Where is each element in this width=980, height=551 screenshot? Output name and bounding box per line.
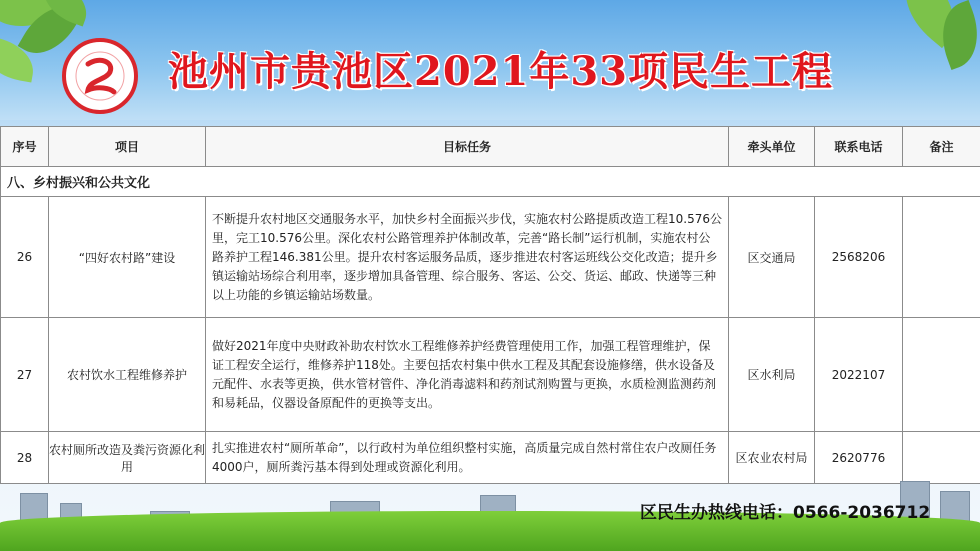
row-project: 农村饮水工程维修养护 — [49, 318, 206, 432]
row-note — [903, 432, 980, 484]
row-phone: 2022107 — [815, 318, 903, 432]
column-header-note: 备注 — [903, 127, 980, 167]
projects-table-wrapper — [0, 126, 980, 484]
section-label: 八、乡村振兴和公共文化 — [1, 167, 980, 197]
row-task: 扎实推进农村“厕所革命”，以行政村为单位组织整村实施，高质量完成自然村常住农户改厕任务4000户，厕所粪污基本得到处理或资源化利用。 — [206, 432, 729, 484]
row-phone: 2568206 — [815, 197, 903, 318]
column-header-unit: 牵头单位 — [729, 127, 815, 167]
section-row — [1, 167, 980, 197]
column-header-task: 目标任务 — [206, 127, 729, 167]
row-task: 不断提升农村地区交通服务水平，加快乡村全面振兴步伐，实施农村公路提质改造工程10.576公里，完工10.576公里。深化农村公路管理养护体制改革，完善“路长制”运行机制，实施农村公路养护工程146.381公里。提升农村客运服务品质，逐步推进农村客运班线公交化改造；提升乡镇运输站场综合利用率，逐步增加具备管理、综合服务、客运、公交、货运、邮政、快递等三种以上功能的乡镇运输站场数量。 — [206, 197, 729, 318]
row-no: 27 — [1, 318, 49, 432]
table-row — [1, 318, 980, 432]
column-header-phone: 联系电话 — [815, 127, 903, 167]
column-header-no: 序号 — [1, 127, 49, 167]
row-no: 28 — [1, 432, 49, 484]
row-project: 农村厕所改造及粪污资源化利用 — [49, 432, 206, 484]
table-header-row — [1, 127, 980, 167]
row-unit: 区水利局 — [729, 318, 815, 432]
row-no: 26 — [1, 197, 49, 318]
page-title: 池州市贵池区2021年33项民生工程 — [168, 48, 833, 95]
row-phone: 2620776 — [815, 432, 903, 484]
table-row — [1, 197, 980, 318]
column-header-project: 项目 — [49, 127, 206, 167]
row-project: “四好农村路”建设 — [49, 197, 206, 318]
row-note — [903, 318, 980, 432]
row-unit: 区交通局 — [729, 197, 815, 318]
row-task: 做好2021年度中央财政补助农村饮水工程维修养护经费管理使用工作，加强工程管理维护，保证工程安全运行，维修养护118处。主要包括农村集中供水工程及其配套设施修缮，供水设备及元配件、水表等更换，供水管材管件、净化消毒滤料和药剂试剂购置与更换，水质检测监测药剂和易耗品，仪器设备原配件的更换等支出。 — [206, 318, 729, 432]
logo — [62, 38, 138, 114]
row-note — [903, 197, 980, 318]
hotline-text: 区民生办热线电话：0566-2036712 — [640, 503, 931, 523]
table-row — [1, 432, 980, 484]
row-unit: 区农业农村局 — [729, 432, 815, 484]
projects-table — [0, 126, 980, 484]
logo-emblem-icon — [74, 50, 126, 102]
